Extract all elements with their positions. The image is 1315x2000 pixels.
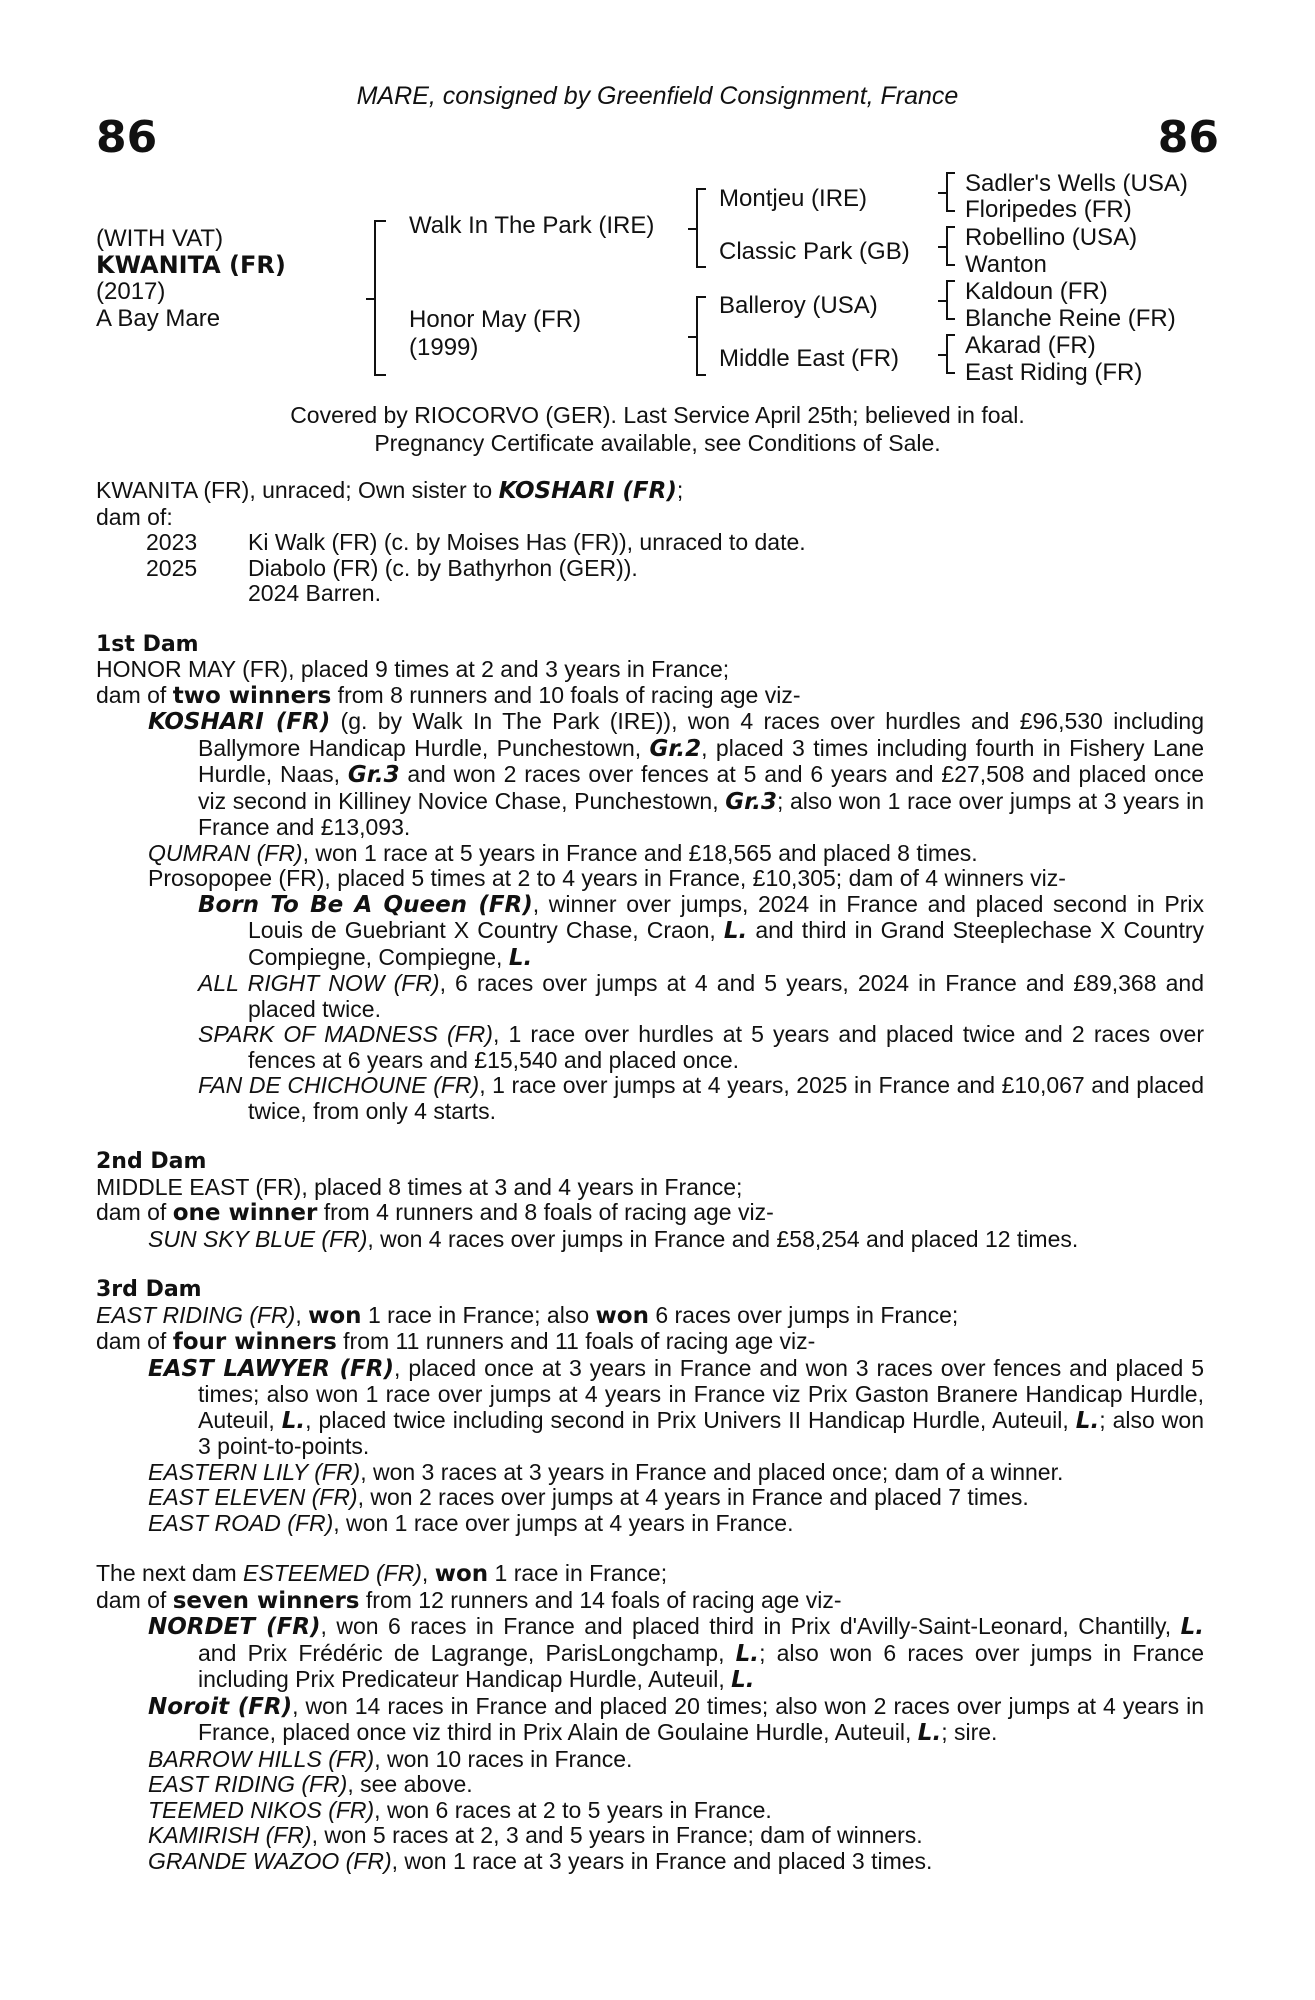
third-dam-damof: dam of four winners from 11 runners and 11 foals of racing age viz- [96, 1328, 816, 1355]
ancestor-3: Robellino (USA) [965, 224, 1138, 251]
lot-number-right: 86 [1157, 112, 1219, 163]
produce-row: 2024 Barren. [248, 580, 381, 606]
progeny-fan-de-chichoune: FAN DE CHICHOUNE (FR), 1 race over jumps at 4 years, 2025 in France and £10,067 and placed twice, from only 4 starts. [198, 1072, 1204, 1124]
ancestor-6: Blanche Reine (FR) [965, 305, 1176, 332]
intro-damof: dam of: [96, 503, 173, 530]
sire-sire: Montjeu (IRE) [719, 185, 868, 212]
ancestor-5: Kaldoun (FR) [965, 278, 1108, 305]
ancestor-1: Sadler's Wells (USA) [965, 170, 1188, 197]
fourth-dam-damof: dam of seven winners from 12 runners and 14 foals of racing age viz- [96, 1586, 842, 1614]
brace-sire-line [696, 188, 706, 268]
brace-dam-line [696, 296, 706, 376]
second-dam-damof: dam of one winner from 4 runners and 8 foals of racing age viz- [96, 1199, 774, 1226]
fourth-dam-line: The next dam ESTEEMED (FR), won 1 race in France; [96, 1560, 668, 1587]
produce-row: 2025 Diabolo (FR) (c. by Bathyrhon (GER)). [146, 554, 638, 581]
horse-year: (2017) [96, 278, 166, 305]
progeny-born-to-be-a-queen: Born To Be A Queen (FR), winner over jumps, 2024 in France and placed second in Prix Louis de Guebriant X Country Chase, Craon, L. and third in Grand Steeplechase X Country Compiegne, Compiegne, L. [198, 890, 1204, 971]
ancestor-8: East Riding (FR) [965, 359, 1143, 386]
progeny-east-eleven: EAST ELEVEN (FR), won 2 races over jumps at 4 years in France and placed 7 times. [148, 1484, 1029, 1510]
first-dam-line: HONOR MAY (FR), placed 9 times at 2 and 3 years in France; [96, 656, 730, 682]
dam-dam: Middle East (FR) [719, 345, 900, 372]
progeny-eastern-lily: EASTERN LILY (FR), won 3 races at 3 years in France and placed once; dam of a winner. [148, 1458, 1064, 1485]
progeny-east-riding: EAST RIDING (FR), see above. [148, 1771, 473, 1797]
sire-name: Walk In The Park (IRE) [409, 212, 655, 239]
progeny-prosopopee: Prosopopee (FR), placed 5 times at 2 to 4 years in France, £10,305; dam of 4 winners viz- [148, 865, 1066, 891]
brace-g2 [946, 226, 955, 266]
first-dam-heading: 1st Dam [96, 631, 199, 657]
brace-g4 [946, 334, 955, 374]
progeny-barrow-hills: BARROW HILLS (FR), won 10 races in France. [148, 1745, 633, 1772]
sister-name: KOSHARI (FR) [498, 478, 677, 504]
produce-row: 2023 Ki Walk (FR) (c. by Moises Has (FR)), unraced to date. [146, 529, 806, 555]
ancestor-7: Akarad (FR) [965, 332, 1096, 359]
progeny-east-lawyer: EAST LAWYER (FR), placed once at 3 years in France and won 3 races over fences and placed 5 times; also won 1 race over jumps at 4 years in France viz Prix Gaston Branere Handicap Hurdle, Auteuil, L., placed twice including second in Prix Univers II Handicap Hurdle, Auteuil, L.; also won 3 point-to-points. [148, 1354, 1204, 1459]
sire-dam: Classic Park (GB) [719, 238, 910, 265]
dam-sire: Balleroy (USA) [719, 292, 878, 319]
consignment-line: MARE, consigned by Greenfield Consignment, France [356, 82, 959, 110]
progeny-kamirish: KAMIRISH (FR), won 5 races at 2, 3 and 5 years in France; dam of winners. [148, 1822, 923, 1848]
covering-line-2: Pregnancy Certificate available, see Conditions of Sale. [374, 430, 941, 456]
progeny-teemed-nikos: TEEMED NIKOS (FR), won 6 races at 2 to 5 years in France. [148, 1796, 772, 1823]
covering-note [0, 401, 1315, 457]
progeny-grande-wazoo: GRANDE WAZOO (FR), won 1 race at 3 years in France and placed 3 times. [148, 1847, 933, 1874]
progeny-all-right-now: ALL RIGHT NOW (FR), 6 races over jumps at 4 and 5 years, 2024 in France and £89,368 and placed twice. [198, 970, 1204, 1022]
horse-name: KWANITA (FR) [96, 251, 286, 279]
progeny-spark-of-madness: SPARK OF MADNESS (FR), 1 race over hurdles at 5 years and placed twice and 2 races over fences at 6 years and £15,540 and placed once. [198, 1021, 1204, 1073]
vat-label: (WITH VAT) [96, 225, 224, 252]
brace-parents [374, 220, 386, 376]
dam-year: (1999) [409, 334, 479, 361]
third-dam-heading: 3rd Dam [96, 1277, 202, 1302]
first-dam-damof: dam of two winners from 8 runners and 10 foals of racing age viz- [96, 681, 801, 709]
covering-line-1: Covered by RIOCORVO (GER). Last Service April 25th; believed in foal. [290, 402, 1025, 428]
third-dam-line: EAST RIDING (FR), won 1 race in France; also won 6 races over jumps in France; [96, 1301, 959, 1329]
horse-description: A Bay Mare [96, 305, 221, 332]
brace-g1 [946, 172, 955, 212]
progeny-nordet: NORDET (FR), won 6 races in France and placed third in Prix d'Avilly-Saint-Leonard, Chantilly, L. and Prix Frédéric de Lagrange, ParisLongchamp, L.; also won 6 races over jumps in France including Prix Predicateur Handicap Hurdle, Auteuil, L. [148, 1613, 1204, 1693]
progeny-noroit: Noroit (FR), won 14 races in France and placed 20 times; also won 2 races over jumps at 4 years in France, placed once viz third in Prix Alain de Goulaine Hurdle, Auteuil, L.; sire. [148, 1692, 1204, 1746]
intro-line: KWANITA (FR), unraced; Own sister to KOSHARI (FR); [96, 477, 684, 504]
second-dam-heading: 2nd Dam [96, 1149, 207, 1174]
progeny-east-road: EAST ROAD (FR), won 1 race over jumps at 4 years in France. [148, 1509, 794, 1536]
lot-number-left: 86 [96, 112, 158, 163]
ancestor-4: Wanton [965, 251, 1047, 278]
progeny-sun-sky-blue: SUN SKY BLUE (FR), won 4 races over jumps in France and £58,254 and placed 12 times. [148, 1225, 1079, 1252]
second-dam-line: MIDDLE EAST (FR), placed 8 times at 3 and 4 years in France; [96, 1173, 743, 1200]
catalogue-body [96, 478, 1204, 1874]
progeny-koshari: KOSHARI (FR) (g. by Walk In The Park (IRE)), won 4 races over hurdles and £96,530 including Ballymore Handicap Hurdle, Punchestown, Gr.2, placed 3 times including fourth in Fishery Lane Hurdle, Naas, Gr.3 and won 2 races over fences at 5 and 6 years and £27,508 and placed once viz second in Killiney Novice Chase, Punchestown, Gr.3; also won 1 race over jumps at 3 years in France and £13,093. [148, 708, 1204, 840]
ancestor-2: Floripedes (FR) [965, 196, 1132, 223]
dam-name: Honor May (FR) [409, 306, 582, 333]
brace-g3 [946, 280, 955, 320]
progeny-qumran: QUMRAN (FR), won 1 race at 5 years in France and £18,565 and placed 8 times. [148, 839, 978, 866]
